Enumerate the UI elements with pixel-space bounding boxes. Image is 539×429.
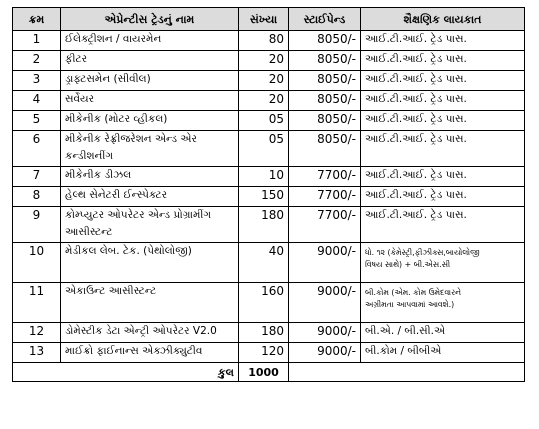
apprentice-trades-table	[12, 7, 525, 382]
total-empty-cell	[289, 363, 525, 382]
row-number: 1	[13, 31, 61, 51]
trade-name-line: ડ્રાફ્ટસમેન (સીવીલ)	[65, 73, 151, 85]
row-number: 2	[13, 51, 61, 71]
row-number: 13	[13, 343, 61, 363]
qualification-cell	[361, 111, 525, 131]
table-row	[13, 167, 525, 187]
qualification-line: આઈ.ટી.આઈ. ટ્રેડ પાસ.	[365, 113, 467, 125]
row-number: 11	[13, 283, 61, 323]
stipend-cell: 7700/-	[289, 207, 361, 243]
table-row	[13, 323, 525, 343]
trade-name-cell	[61, 207, 239, 243]
trade-name-cell	[61, 283, 239, 323]
table-row	[13, 71, 525, 91]
stipend-cell: 7700/-	[289, 167, 361, 187]
table-row	[13, 131, 525, 167]
count-cell: 120	[239, 343, 289, 363]
qualification-cell	[361, 343, 525, 363]
table-row	[13, 111, 525, 131]
qualification-line: આઈ.ટી.આઈ. ટ્રેડ પાસ.	[365, 209, 467, 221]
trade-name-cell	[61, 323, 239, 343]
qualification-cell	[361, 323, 525, 343]
qualification-line: આઈ.ટી.આઈ. ટ્રેડ પાસ.	[365, 169, 467, 181]
count-cell: 80	[239, 31, 289, 51]
stipend-cell: 8050/-	[289, 131, 361, 167]
qualification-cell	[361, 283, 525, 323]
qualification-line: બી.કોમ / બીબીએ	[365, 345, 442, 357]
header-count: સંખ્યા	[239, 8, 289, 31]
trade-name-cell	[61, 131, 239, 167]
count-cell: 40	[239, 243, 289, 283]
count-cell: 05	[239, 131, 289, 167]
row-number: 12	[13, 323, 61, 343]
stipend-cell: 9000/-	[289, 323, 361, 343]
qualification-line: આઈ.ટી.આઈ. ટ્રેડ પાસ.	[365, 53, 467, 65]
header-trade-name: એપ્રેન્ટીસ ટ્રેડનું નામ	[61, 8, 239, 31]
qualification-cell	[361, 71, 525, 91]
header-qualification: શૈક્ષણિક લાયકાત	[361, 8, 525, 31]
trade-name-line: સર્વેયર	[65, 93, 95, 105]
count-cell: 05	[239, 111, 289, 131]
table-row	[13, 91, 525, 111]
trade-name-cell	[61, 187, 239, 207]
count-cell: 180	[239, 323, 289, 343]
trade-name-cell	[61, 167, 239, 187]
trade-name-line: હેલ્થ સેનેટરી ઈન્સ્પેક્ટર	[65, 189, 168, 201]
qualification-line: વિષય સાથે) + બી.એસ.સી	[365, 260, 451, 269]
trade-name-cell	[61, 71, 239, 91]
row-number: 8	[13, 187, 61, 207]
trade-name-line: મીકેનીક ડીઝલ	[65, 169, 132, 181]
total-label: કુલ	[13, 363, 239, 382]
trade-name-line: ઈલેક્ટ્રીશન / વાયરમેન	[65, 33, 162, 45]
qualification-cell	[361, 167, 525, 187]
qualification-line: આઈ.ટી.આઈ. ટ્રેડ પાસ.	[365, 33, 467, 45]
trade-name-cell	[61, 343, 239, 363]
qualification-cell	[361, 207, 525, 243]
apprentice-trades-document	[12, 7, 525, 382]
trade-name-line: મેડીકલ લેબ. ટેક. (પેથોલોજી)	[65, 245, 192, 257]
row-number: 10	[13, 243, 61, 283]
stipend-cell: 8050/-	[289, 111, 361, 131]
trade-name-line: માઈક્રો ફાઈનાન્સ એક્ઝીક્યુટીવ	[65, 345, 203, 357]
trade-name-cell	[61, 243, 239, 283]
trade-name-cell	[61, 31, 239, 51]
qualification-line: આઈ.ટી.આઈ. ટ્રેડ પાસ.	[365, 133, 467, 145]
count-cell: 20	[239, 91, 289, 111]
trade-name-line: મીકેનીક (મોટર વ્હીકલ)	[65, 113, 168, 125]
qualification-cell	[361, 243, 525, 283]
qualification-cell	[361, 31, 525, 51]
row-number: 9	[13, 207, 61, 243]
qualification-line: ધો. ૧૨ (કેમેસ્ટ્રી,ફીઝીક્સ,બાયોલોજી	[365, 248, 480, 257]
stipend-cell: 9000/-	[289, 283, 361, 323]
table-body	[13, 31, 525, 363]
qualification-line: બી.કોમ (એમ. કોમ ઉમેદવારને	[365, 288, 461, 297]
stipend-cell: 8050/-	[289, 51, 361, 71]
qualification-line: અગ્રીમતા આપવામાં આવશે.)	[365, 300, 455, 309]
qualification-line: આઈ.ટી.આઈ. ટ્રેડ પાસ.	[365, 73, 467, 85]
stipend-cell: 9000/-	[289, 243, 361, 283]
row-number: 4	[13, 91, 61, 111]
table-row	[13, 31, 525, 51]
total-value: 1000	[239, 363, 289, 382]
qualification-line: આઈ.ટી.આઈ. ટ્રેડ પાસ.	[365, 93, 467, 105]
stipend-cell: 9000/-	[289, 343, 361, 363]
trade-name-cell	[61, 91, 239, 111]
trade-name-line: આસીસ્ટન્ટ	[65, 226, 113, 238]
table-row	[13, 343, 525, 363]
trade-name-line: મીકેનીક રેફ્રીજરેશન એન્ડ એર	[65, 133, 197, 145]
row-number: 7	[13, 167, 61, 187]
stipend-cell: 8050/-	[289, 31, 361, 51]
table-header-row	[13, 8, 525, 31]
qualification-line: બી.એ. / બી.સી.એ	[365, 325, 446, 337]
count-cell: 20	[239, 51, 289, 71]
qualification-line: આઈ.ટી.આઈ. ટ્રેડ પાસ.	[365, 189, 467, 201]
header-stipend: સ્ટાઈપેન્ડ	[289, 8, 361, 31]
table-row	[13, 51, 525, 71]
qualification-cell	[361, 187, 525, 207]
stipend-cell: 8050/-	[289, 71, 361, 91]
table-row	[13, 187, 525, 207]
trade-name-cell	[61, 51, 239, 71]
trade-name-line: એકાઉન્ટ આસીસ્ટન્ટ	[65, 285, 157, 297]
count-cell: 150	[239, 187, 289, 207]
table-row	[13, 283, 525, 323]
stipend-cell: 7700/-	[289, 187, 361, 207]
trade-name-cell	[61, 111, 239, 131]
row-number: 5	[13, 111, 61, 131]
count-cell: 160	[239, 283, 289, 323]
table-row	[13, 207, 525, 243]
qualification-cell	[361, 91, 525, 111]
count-cell: 10	[239, 167, 289, 187]
total-row	[13, 363, 525, 382]
trade-name-line: ફીટર	[65, 53, 88, 65]
row-number: 3	[13, 71, 61, 91]
qualification-cell	[361, 51, 525, 71]
trade-name-line: ડોમેસ્ટીક ડેટા એન્ટ્રી ઓપરેટર V2.0	[65, 325, 217, 337]
trade-name-line: કન્ડીશનીંગ	[65, 150, 114, 162]
table-row	[13, 243, 525, 283]
header-num: ક્રમ	[13, 8, 61, 31]
stipend-cell: 8050/-	[289, 91, 361, 111]
count-cell: 20	[239, 71, 289, 91]
row-number: 6	[13, 131, 61, 167]
count-cell: 180	[239, 207, 289, 243]
qualification-cell	[361, 131, 525, 167]
trade-name-line: કોમ્પ્યુટર ઓપરેટર એન્ડ પ્રોગ્રામીંગ	[65, 209, 212, 221]
